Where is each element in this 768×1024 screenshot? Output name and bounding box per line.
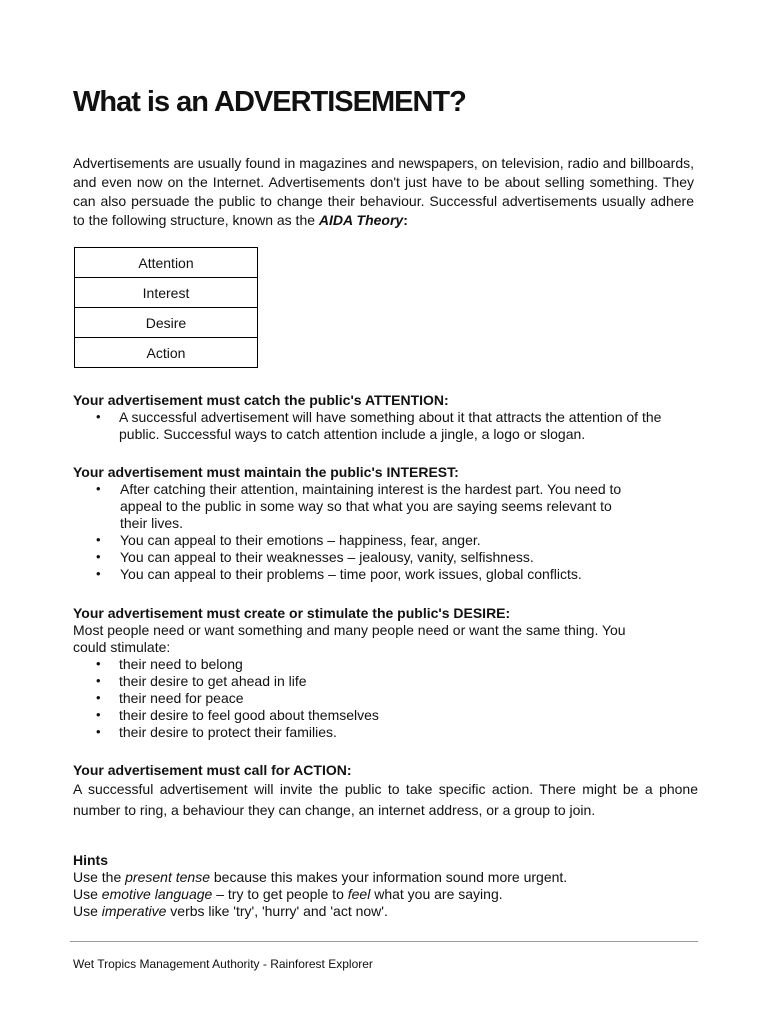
list-item: • their need to belong <box>73 656 698 673</box>
list-item: • A successful advertisement will have something about it that attracts the attention of the public. Successful ways to catch attention include a jingle, a logo or slogan. <box>73 409 694 443</box>
desire-list <box>73 656 698 741</box>
action-section <box>73 762 698 821</box>
hint-text: Use <box>73 903 102 919</box>
hint-emphasis: present tense <box>125 869 210 885</box>
intro-paragraph <box>73 154 694 230</box>
list-item: • their desire to protect their families. <box>73 724 698 741</box>
attention-section <box>73 392 698 443</box>
footer-divider <box>70 941 698 942</box>
aida-table <box>74 247 258 368</box>
hint-emphasis: imperative <box>101 903 167 919</box>
interest-list <box>73 481 633 583</box>
hint-line-emotive-language <box>73 886 567 903</box>
footer-text: Wet Tropics Management Authority - Rainforest Explorer <box>73 957 373 971</box>
hint-text: because this makes your information sound more urgent. <box>209 869 568 885</box>
list-item: • You can appeal to their emotions – happiness, fear, anger. <box>73 532 633 549</box>
attention-heading: Your advertisement must catch the public's ATTENTION: <box>73 392 449 408</box>
interest-section <box>73 464 698 583</box>
hints-heading: Hints <box>73 852 108 868</box>
list-item: • You can appeal to their weaknesses – jealousy, vanity, selfishness. <box>73 549 633 566</box>
desire-heading: Your advertisement must create or stimulate the public's DESIRE: <box>73 605 511 621</box>
action-heading: Your advertisement must call for ACTION: <box>73 762 352 778</box>
aida-cell-action: Action <box>75 338 258 368</box>
desire-paragraph: Most people need or want something and many people need or want the same thing. You could stimulate: <box>73 622 626 655</box>
hint-text: what you are saying. <box>370 886 503 902</box>
hint-text: Use <box>73 886 102 902</box>
hint-emphasis: feel <box>347 886 371 902</box>
page-title: What is an ADVERTISEMENT? <box>73 86 466 118</box>
aida-cell-attention: Attention <box>75 248 258 278</box>
hint-emphasis: emotive language <box>101 886 213 902</box>
hint-line-imperative <box>73 903 567 920</box>
intro-text: Advertisements are usually found in magazines and newspapers, on television, radio and billboards, and even now on the Internet. Advertisements don't just have to be about selling something. They can also persuade the public to change their behaviour. Successful advertisements usually adhere to the following structure, known as the <box>73 155 694 228</box>
aida-theory-emphasis: AIDA Theory <box>318 212 404 228</box>
interest-heading: Your advertisement must maintain the public's INTEREST: <box>73 464 459 480</box>
hint-text: verbs like 'try', 'hurry' and 'act now'. <box>166 903 388 919</box>
list-item: • their desire to feel good about themselves <box>73 707 698 724</box>
list-item: • their desire to get ahead in life <box>73 673 698 690</box>
list-item: • You can appeal to their problems – time poor, work issues, global conflicts. <box>73 566 633 583</box>
list-item: • their need for peace <box>73 690 698 707</box>
desire-section <box>73 605 698 741</box>
list-item: • After catching their attention, maintaining interest is the hardest part. You need to appeal to the public in some way so that what you are saying seems relevant to their lives. <box>73 481 633 532</box>
aida-cell-desire: Desire <box>75 308 258 338</box>
aida-cell-interest: Interest <box>75 278 258 308</box>
intro-colon: : <box>403 212 408 228</box>
hints-section <box>73 852 567 920</box>
action-paragraph: A successful advertisement will invite the public to take specific action. There might be a phone number to ring, a behaviour they can change, an internet address, or a group to join. <box>73 781 698 818</box>
hint-text: – try to get people to <box>212 886 348 902</box>
attention-list <box>73 409 698 443</box>
hint-line-present-tense <box>73 869 567 886</box>
hint-text: Use the <box>73 869 126 885</box>
